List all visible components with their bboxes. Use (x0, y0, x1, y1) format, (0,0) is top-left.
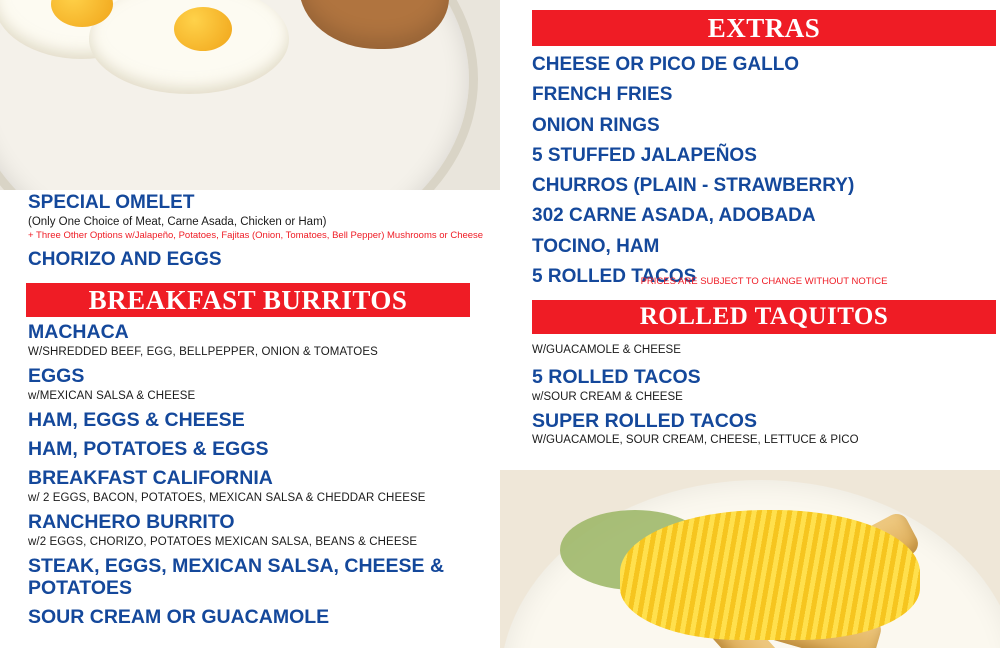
list-item: 5 ROLLED TACOS (532, 265, 697, 287)
beans-shape (299, 0, 449, 49)
omelet-and-chorizo-block (28, 192, 488, 270)
item-description: w/ 2 EGGS, BACON, POTATOES, MEXICAN SALSA & CHEDDAR CHEESE (28, 491, 426, 504)
list-item: CHURROS (PLAIN - STRAWBERRY) (532, 175, 855, 197)
list-item: CHEESE OR PICO DE GALLO (532, 54, 800, 75)
breakfast-burritos-list (28, 322, 488, 636)
list-item (28, 607, 488, 629)
item-description: W/SHREDDED BEEF, EGG, BELLPEPPER, ONION & TOMATOES (28, 345, 378, 358)
section-header-breakfast-burritos: BREAKFAST BURRITOS (26, 283, 470, 317)
item-name: SUPER ROLLED TACOS (532, 409, 757, 432)
item-name: RANCHERO BURRITO (28, 511, 235, 534)
item-name: HAM, POTATOES & EGGS (28, 438, 269, 461)
list-item (28, 366, 488, 403)
item-name: MACHACA (28, 321, 129, 343)
item-note: + Three Other Options w/Jalapeño, Potatoes, Fajitas (Onion, Tomatoes, Bell Pepper) Mushrooms or Cheese (28, 229, 484, 241)
menu-item (28, 192, 488, 241)
taquitos-cheese-shape (620, 510, 920, 640)
item-description: w/MEXICAN SALSA & CHEESE (28, 390, 196, 403)
combination-plate-photo (0, 0, 500, 190)
egg-yolk-shape-2 (174, 7, 232, 51)
item-name: BREAKFAST CALIFORNIA (28, 467, 273, 490)
list-item (28, 439, 488, 461)
list-item: ONION RINGS (532, 114, 660, 136)
rolled-taquitos-photo (500, 470, 1000, 648)
item-description: w/SOUR CREAM & CHEESE (532, 391, 683, 404)
section-header-extras: EXTRAS (532, 10, 996, 46)
section-header-rolled-taquitos: ROLLED TAQUITOS (532, 300, 996, 334)
taquitos-plate-shape (500, 480, 1000, 648)
list-item (28, 322, 488, 359)
prices-disclaimer: PRICES ARE SUBJECT TO CHANGE WITHOUT NOTICE (640, 276, 888, 287)
extras-list (532, 54, 996, 296)
list-item (532, 411, 996, 448)
list-item: FRENCH FRIES (532, 84, 673, 106)
list-item (28, 512, 488, 549)
plate-shape (0, 0, 478, 190)
list-item (28, 468, 488, 505)
item-name: EGGS (28, 365, 85, 388)
item-description: w/2 EGGS, CHORIZO, POTATOES MEXICAN SALSA, BEANS & CHEESE (28, 536, 418, 549)
item-description: (Only One Choice of Meat, Carne Asada, Chicken or Ham) (28, 216, 327, 229)
item-name: HAM, EGGS & CHEESE (28, 409, 245, 432)
spacer (28, 241, 488, 249)
list-item: 302 CARNE ASADA, ADOBADA (532, 205, 816, 227)
list-item (532, 367, 996, 404)
item-name: SOUR CREAM OR GUACAMOLE (28, 606, 330, 629)
taquitos-intro: W/GUACAMOLE & CHEESE (532, 344, 681, 356)
item-name: CHORIZO AND EGGS (28, 248, 222, 270)
item-description: W/GUACAMOLE, SOUR CREAM, CHEESE, LETTUCE & PICO (532, 434, 859, 447)
item-name: STEAK, EGGS, MEXICAN SALSA, CHEESE & POTATOES (28, 555, 445, 600)
item-name: SPECIAL OMELET (28, 192, 195, 213)
list-item: 5 STUFFED JALAPEÑOS (532, 144, 757, 166)
list-item (28, 410, 488, 432)
menu-item (28, 249, 488, 270)
list-item: TOCINO, HAM (532, 235, 660, 257)
item-name: 5 ROLLED TACOS (532, 366, 701, 389)
list-item (28, 556, 488, 600)
rolled-taquitos-list (532, 342, 996, 454)
